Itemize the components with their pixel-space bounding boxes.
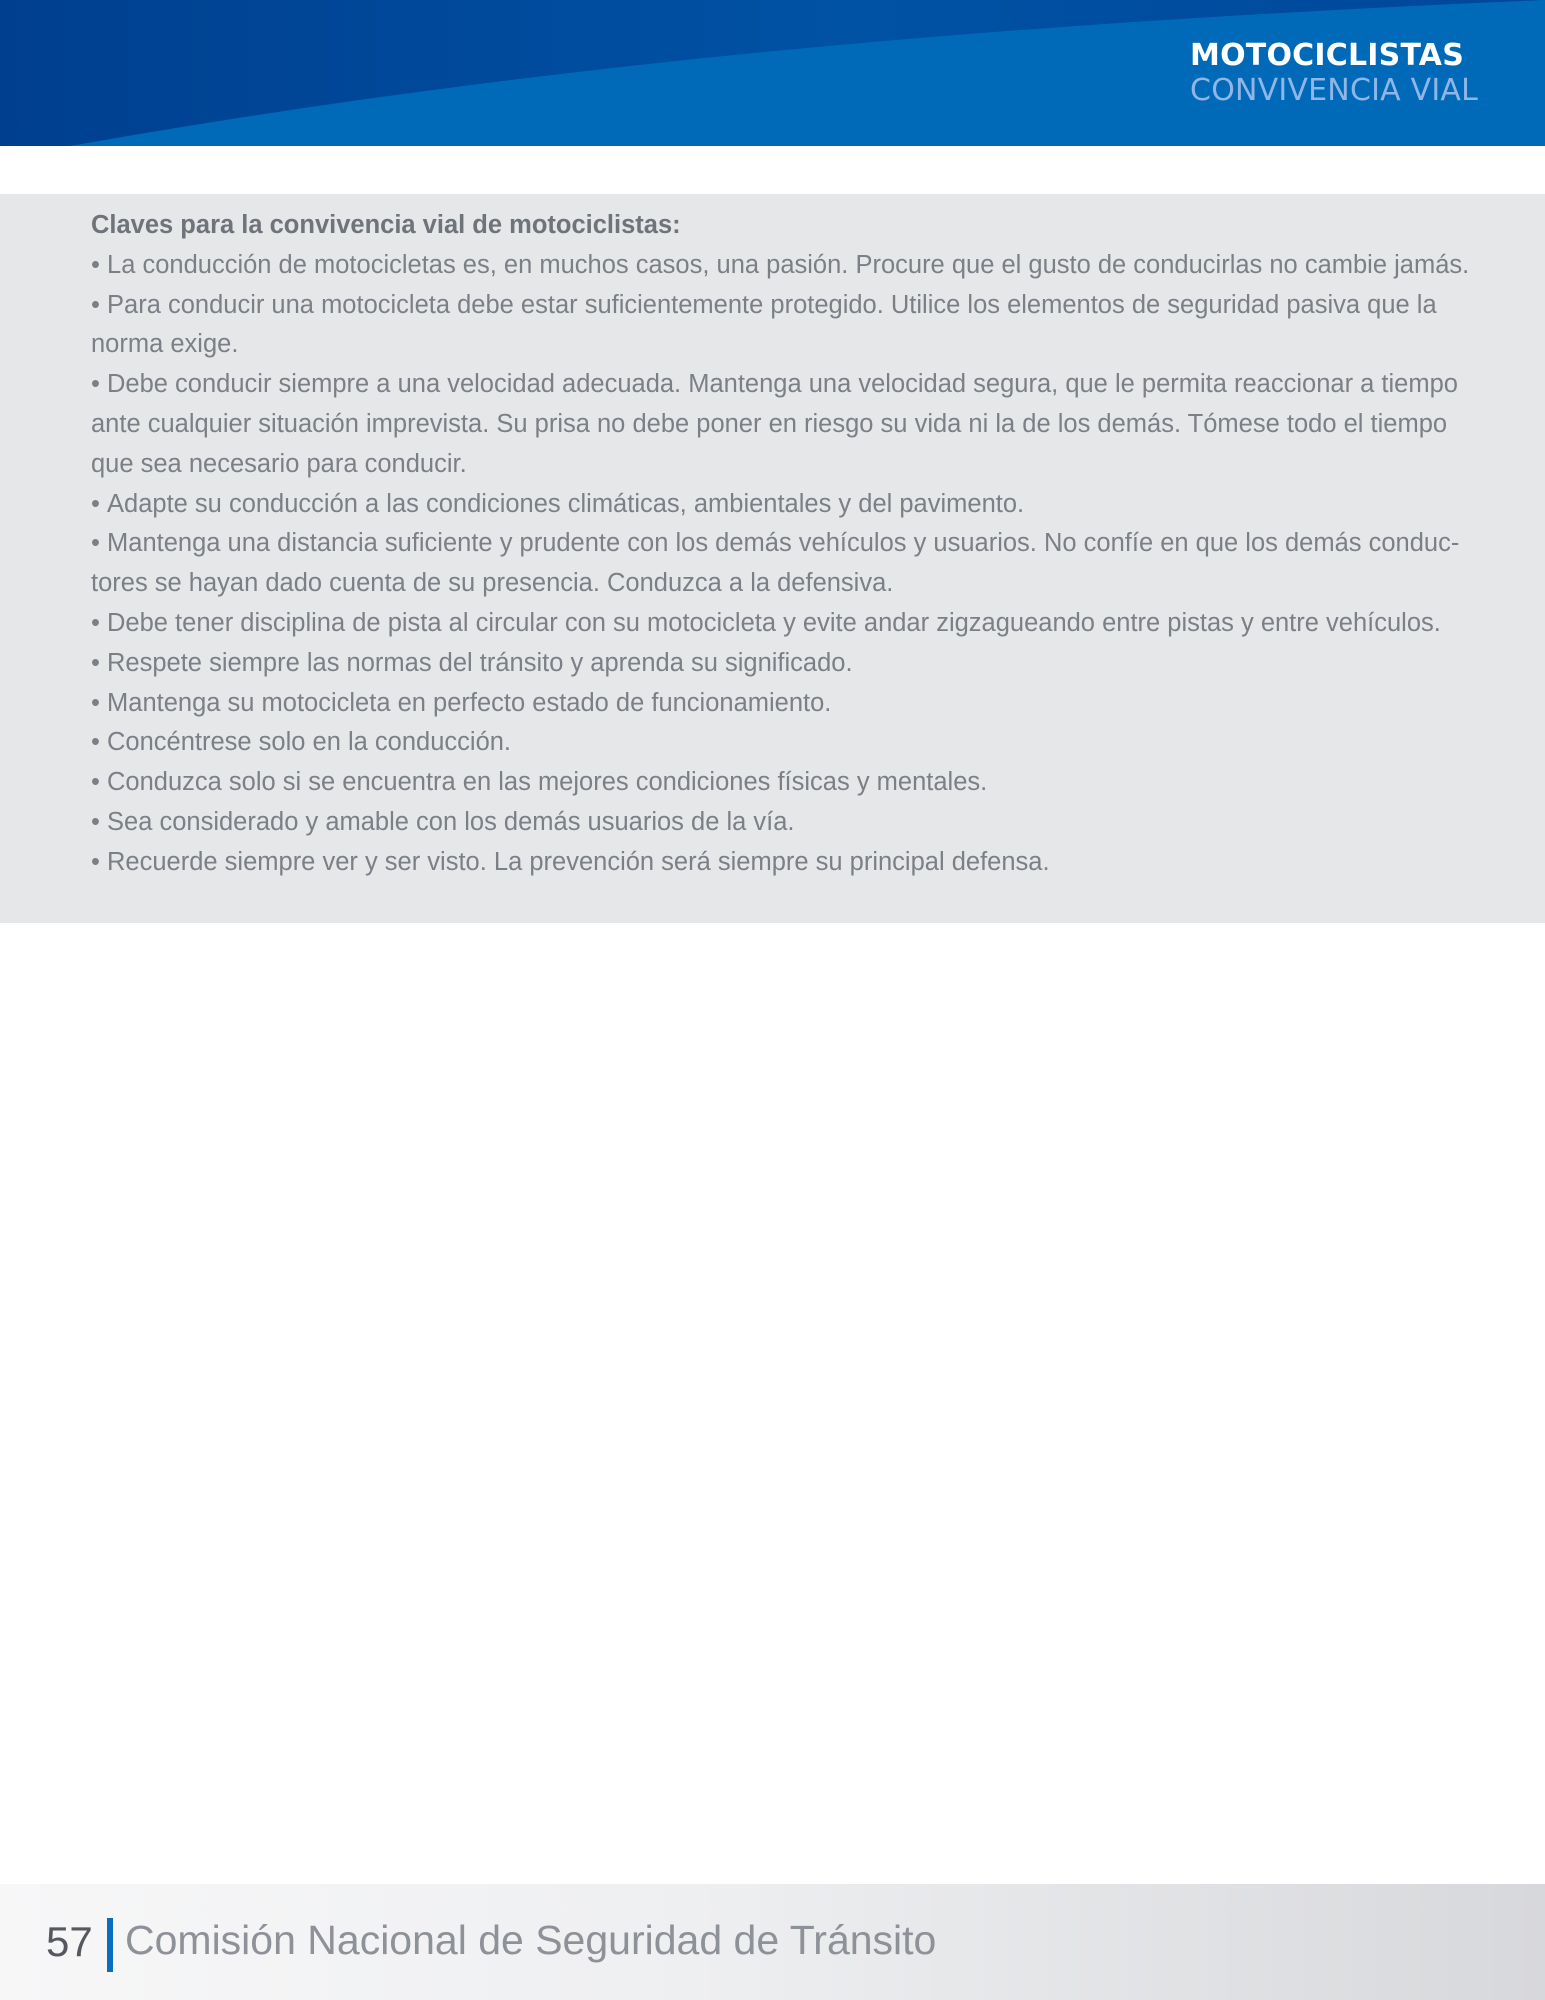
content-text [91,206,1471,883]
content-heading: Claves para la convivencia vial de motociclistas: [91,211,681,239]
list-item: • Concéntrese solo en la conducción. [91,723,1471,763]
list-item: • Sea considerado y amable con los demás usuarios de la vía. [91,803,1471,843]
list-item: • La conducción de motocicletas es, en muchos casos, una pasión. Procure que el gusto de conducirlas no cambie jamás. [91,246,1471,286]
footer-title: Comisión Nacional de Seguridad de Tránsito [125,1917,937,1963]
list-item: • Recuerde siempre ver y ser visto. La prevención será siempre su principal defensa. [91,843,1471,883]
list-item: • Mantenga una distancia suficiente y prudente con los demás vehículos y usuarios. No confíe en que los demás conduc-tores se hayan dado cuenta de su presencia. Conduzca a la defensiva. [91,524,1471,604]
footer-divider [107,1918,113,1972]
list-item: • Conduzca solo si se encuentra en las mejores condiciones físicas y mentales. [91,763,1471,803]
list-item: • Debe tener disciplina de pista al circular con su motocicleta y evite andar zigzagueando entre pistas y entre vehículos. [91,604,1471,644]
page-number: 57 [46,1918,93,1965]
header-subtitle: CONVIVENCIA VIAL [1190,73,1478,108]
header-title: MOTOCICLISTAS [1190,38,1465,73]
header-titles [1190,38,1478,108]
content-box [0,194,1545,923]
page-footer [0,1884,1545,2000]
page-header [0,0,1545,146]
list-item: • Para conducir una motocicleta debe estar suficientemente protegido. Utilice los elementos de seguridad pasiva que la norma exige. [91,286,1471,366]
list-item: • Debe conducir siempre a una velocidad adecuada. Mantenga una velocidad segura, que le permita reaccionar a tiempo ante cualquier situación imprevista. Su prisa no debe poner en riesgo su vida ni la de los demás. Tómese todo el tiempo que sea necesario para conducir. [91,365,1471,484]
list-item: • Mantenga su motocicleta en perfecto estado de funcionamiento. [91,684,1471,724]
list-item: • Respete siempre las normas del tránsito y aprenda su significado. [91,644,1471,684]
key-list [91,246,1471,883]
list-item: • Adapte su conducción a las condiciones climáticas, ambientales y del pavimento. [91,485,1471,525]
